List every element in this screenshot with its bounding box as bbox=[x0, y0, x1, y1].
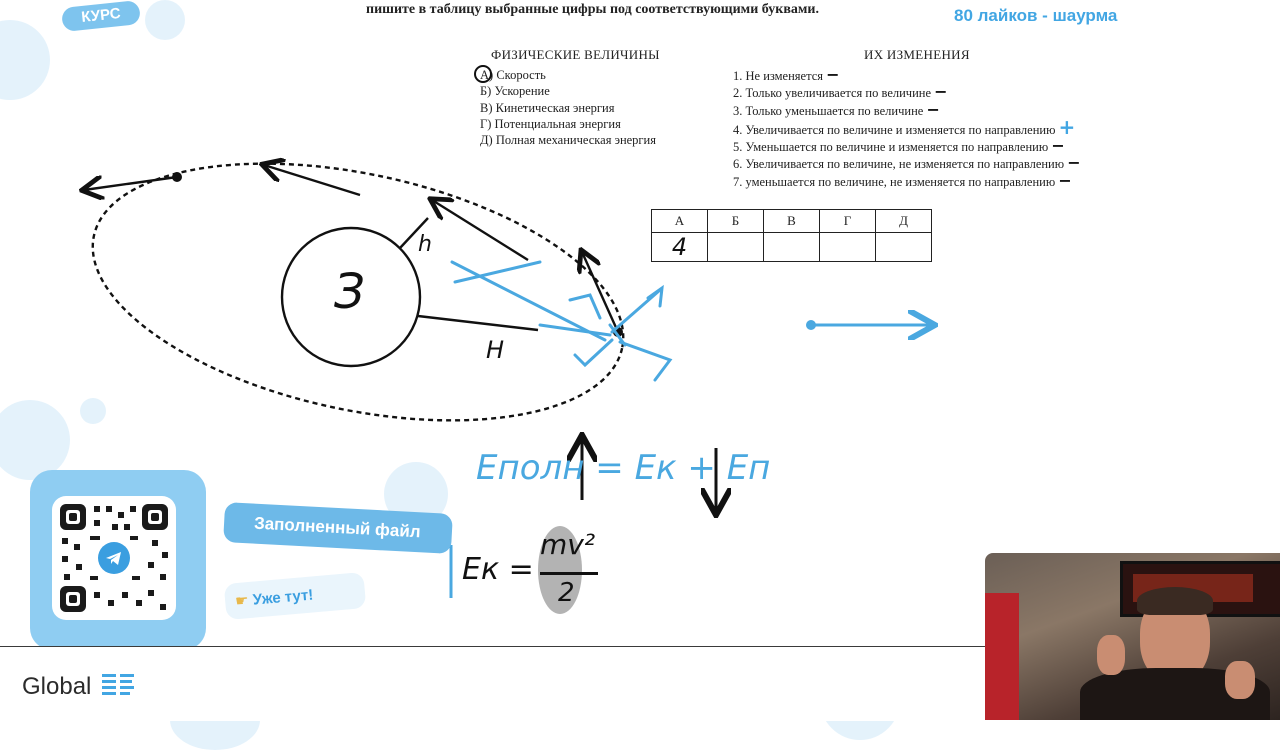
webcam-overlay bbox=[985, 553, 1280, 720]
table-header-cell: Г bbox=[820, 210, 876, 233]
quantity-item: В) Кинетическая энергия bbox=[480, 100, 615, 115]
quantity-item: Д) Полная механическая энергия bbox=[480, 133, 657, 148]
pointing-hand-icon: ☛ bbox=[234, 591, 250, 611]
filled-file-button[interactable]: Заполненный файл bbox=[223, 502, 453, 554]
planet-label: З bbox=[334, 264, 365, 320]
already-here-label: Уже тут! bbox=[252, 586, 315, 609]
presenter-hand bbox=[1097, 635, 1125, 675]
telegram-icon bbox=[98, 542, 130, 574]
global-logo bbox=[22, 672, 136, 703]
energy-formula: Eполн = Eк + Eп bbox=[476, 448, 771, 488]
global-logo-text: Global bbox=[22, 672, 92, 700]
big-h-label: H bbox=[486, 336, 505, 364]
table-header-cell: Д bbox=[876, 210, 932, 233]
velocity-arrow bbox=[582, 252, 618, 332]
velocity-arrow bbox=[84, 177, 177, 190]
change-item: 1. Не изменяется − bbox=[733, 65, 840, 84]
table-header-cell: Б bbox=[708, 210, 764, 233]
change-item: 4. Увеличивается по величине и изменяется по направлению + bbox=[733, 114, 1076, 139]
fraction-bar bbox=[540, 572, 598, 575]
presenter-hand bbox=[1225, 661, 1255, 699]
change-item: 2. Только увеличивается по величине − bbox=[733, 82, 948, 102]
changes-header: ИХ ИЗМЕНЕНИЯ bbox=[864, 47, 970, 62]
quantity-item: Г) Потенциальная энергия bbox=[480, 116, 621, 131]
likes-banner: 80 лайков - шаурма bbox=[954, 6, 1118, 25]
table-header-cell: В bbox=[764, 210, 820, 233]
quantities-header: ФИЗИЧЕСКИЕ ВЕЛИЧИНЫ bbox=[491, 47, 660, 62]
small-h-label: h bbox=[418, 232, 432, 257]
ink-mark: − bbox=[926, 99, 940, 119]
kinetic-formula-denominator: 2 bbox=[558, 578, 575, 608]
change-item: 5. Уменьшается по величине и изменяется по направлению − bbox=[733, 136, 1065, 156]
change-item: 7. уменьшается по величине, не изменяется по направлению − bbox=[733, 170, 1072, 190]
ink-mark: − bbox=[1058, 170, 1072, 190]
ink-mark: − bbox=[1051, 136, 1065, 156]
quantity-item: Б) Ускорение bbox=[480, 84, 550, 99]
presenter-hair bbox=[1137, 587, 1213, 615]
kinetic-formula-lhs: Eк = bbox=[462, 552, 534, 587]
kinetic-formula-numerator: mv² bbox=[540, 528, 596, 561]
ink-mark-plus: + bbox=[1058, 114, 1076, 139]
answer-cell[interactable]: 4 bbox=[652, 233, 708, 262]
change-item: 3. Только уменьшается по величине − bbox=[733, 99, 940, 119]
ink-mark: − bbox=[826, 65, 840, 84]
big-h-line bbox=[418, 316, 538, 330]
velocity-arrow bbox=[432, 200, 528, 260]
course-badge: КУРС bbox=[61, 0, 141, 32]
background-scarf bbox=[985, 593, 1019, 720]
ink-mark: − bbox=[1067, 153, 1081, 173]
table-header-cell: А bbox=[652, 210, 708, 233]
task-instruction: пишите в таблицу выбранные цифры под соответствующими буквами. bbox=[366, 2, 819, 17]
change-item: 6. Увеличивается по величине, не изменяется по направлению − bbox=[733, 153, 1081, 173]
quantity-item: A) Скорость bbox=[480, 68, 546, 82]
global-bars-icon bbox=[102, 672, 136, 703]
ink-mark: − bbox=[934, 82, 948, 102]
blue-scribble bbox=[452, 262, 670, 380]
